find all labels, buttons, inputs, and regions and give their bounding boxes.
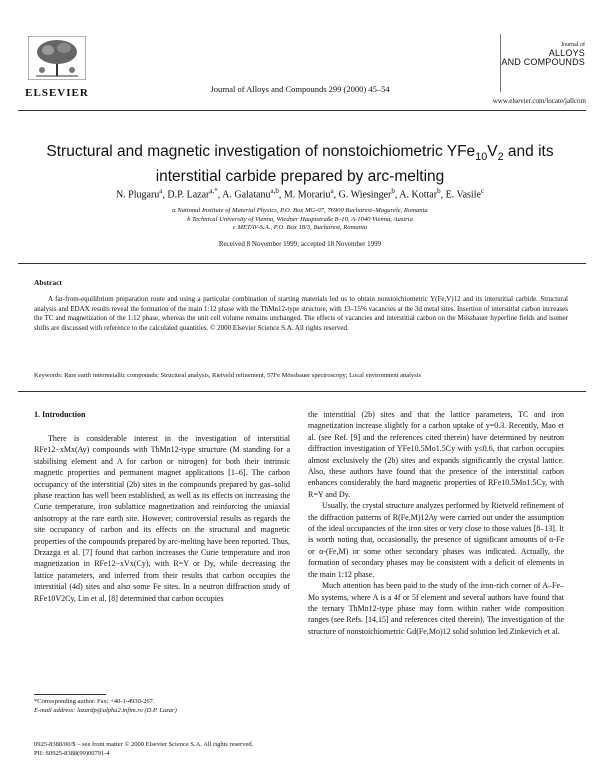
publisher-name: ELSEVIER [25, 87, 89, 99]
abstract-top-divider [18, 263, 586, 264]
article-title: Structural and magnetic investigation of nonstoichiometric $YFe_{10}V_2$ and its interstitial carbide prepared by arc-melting [46, 143, 554, 186]
intro-paragraph-4: Much attention has been paid to the study of the iron-rich corner of A–Fe–Mo systems, where A is a 4f or 5f element and several authors have found that the ternary ThMn12-type phase may form within rather wide composition ranges (see Refs. [14,15] and references cited therein). The investigation of the structure of nonstoichiometric Gd(Fe,Mo)12 solid solution led Zinkevich et al. [308, 581, 564, 636]
affiliation-a: a National Institute of Material Physics, P.O. Box MG-07, 76900 Bucharest–Magurele, Romania [172, 207, 428, 214]
keywords: Keywords: Rare earth intermetallic compounds; Structural analysis, Rietveld refinement, 57Fe Mössbauer spectroscopy; Local environment analysis [34, 372, 422, 379]
right-column [308, 409, 564, 637]
front-matter-line: 0925-8388/00/$ – see front matter © 2000 Elsevier Science S.A. All rights reserved. [34, 741, 254, 748]
pii-line: PII: S0925-8388(99)00791-4 [34, 750, 110, 757]
journal-logo-small: Journal of [560, 42, 585, 48]
abstract-heading: Abstract [34, 278, 62, 287]
footnote [34, 697, 294, 715]
section-heading: 1. Introduction [34, 410, 86, 419]
intro-paragraph-2: the interstitial (2b) sites and that the lattice parameters, TC and iron magnetization increase slightly for a carbon uptake of y=0.3. Recently, Mao et al. (see Ref. [9] and the references cited therein) have determined by neutron diffraction investigation of YFe10.5Mo1.5Cy with y≤0.6, that carbon occupies almost exclusively the (2b) sites and expands significantly the crystal lattice. Also, these authors have found that the presence of the interstitial carbon enhances considerably the hard magnetic properties of RFe10.5Mo1.5Cy, with R=Y and Dy. [308, 410, 564, 499]
footnote-divider [34, 694, 106, 695]
abstract-bottom-divider [18, 391, 586, 392]
affiliation-b: b Technical University of Vienna, Wiedner Hauptstraße 8–10, A-1040 Vienna, Austria [187, 215, 413, 223]
affiliation-c: c METAV-S.A., P.O. Box 18/3, Bucharest, Romania [232, 224, 368, 232]
journal-logo [500, 34, 585, 92]
author-email: E-mail address: lazardp@alpha2.infim.ro (D.P. Lazar) [34, 707, 177, 714]
received-dates: Received 8 November 1999; accepted 18 November 1999 [218, 240, 382, 248]
intro-paragraph-1: There is considerable interest in the investigation of interstitial RFe12−xMx(Ay) compounds with ThMn12-type structure (M standing for a stabilising element and A for carbon or nitrogen) for both their intrinsic magnetic properties and permanent magnet applications [1–6]. The carbon occupancy of the interstitial (2b) sites in the compounds prepared by gas–solid phase reaction has well been established, as well as its effects on increasing the Curie temperature, iron sublattice magnetization and reinforcing the uniaxial anisotropy at the rare earth site. However, controversial results as regards the site occupancy of carbon and its effects on the structural and magnetic properties of the compounds prepared by arc-melting have been reported. Thus, Drzazga et al. [7] found that carbon increases the Curie temperature and iron magnetization in RFe12−xVx(Cy), with R=Y or Dy, while decreasing the lattice parameters, and inferred from their results that carbon occupies the interstitial (4d) sites and also some Fe sites. In a neutron diffraction study of RFe10V2Cy, Lin et al. [8] determined that carbon occupies [34, 434, 290, 603]
abstract-text: A far-from-equilibrium preparation route and using a particular combination of starting materials led us to obtain nonstoichiometric Y(Fe,V)12 and its interstitial carbide. Structural analysis and EDAX results reveal the formation of the main 1:12 phase with the ThMn12-type structure, with 13–15% vacancies at the 3d metal sites. Insertion of interstitial carbon increases the TC and magnetization of the 1:12 phase, whereas the unit cell volume remains unchanged. The effects of vacancies and interstitial carbon on the Mössbauer hyperfine fields and isomer shifts are discussed with reference to the calculated quantities. © 2000 Elsevier Science S.A. All rights reserved. [34, 295, 568, 333]
corresponding-author: *Corresponding author. Fax: +40-1-4930-267. [34, 698, 155, 705]
header-divider [18, 110, 586, 111]
left-column [34, 433, 290, 604]
journal-url[interactable]: www.elsevier.com/locate/jallcom [492, 97, 586, 105]
publisher-logo [18, 36, 96, 99]
author-list: N. Plugaru$^a$, D.P. Lazar$^{a,*}$, A. Galatanu$^{a,b}$, M. Morariu$^a$, G. Wiesinger$^b$, A. Kottar$^b$, E. Vasile$^c$ [115, 187, 485, 201]
affiliations [30, 207, 570, 233]
elsevier-tree-icon [28, 36, 86, 80]
intro-paragraph-3: Usually, the crystal structure analyzes performed by Rietveld refinement of the diffraction patterns of R(Fe,M)12Ay were carried out under the assumption of the ideal occupancies of the iron sites or very close to those values [8–13]. It is worth noting that, occasionally, the presence of significant amounts of α-Fe or α-(Fe,M) or some other secondary phases was indicated. Actually, the formation of secondary phases may be consistent with a deficit of elements in the main 1:12 phase. [308, 501, 564, 579]
journal-citation: Journal of Alloys and Compounds 299 (2000) 45–54 [210, 84, 390, 94]
journal-logo-line2: AND COMPOUNDS [501, 57, 585, 67]
copyright-footer [34, 740, 434, 758]
journal-logo-line1: ALLOYS [548, 48, 585, 58]
